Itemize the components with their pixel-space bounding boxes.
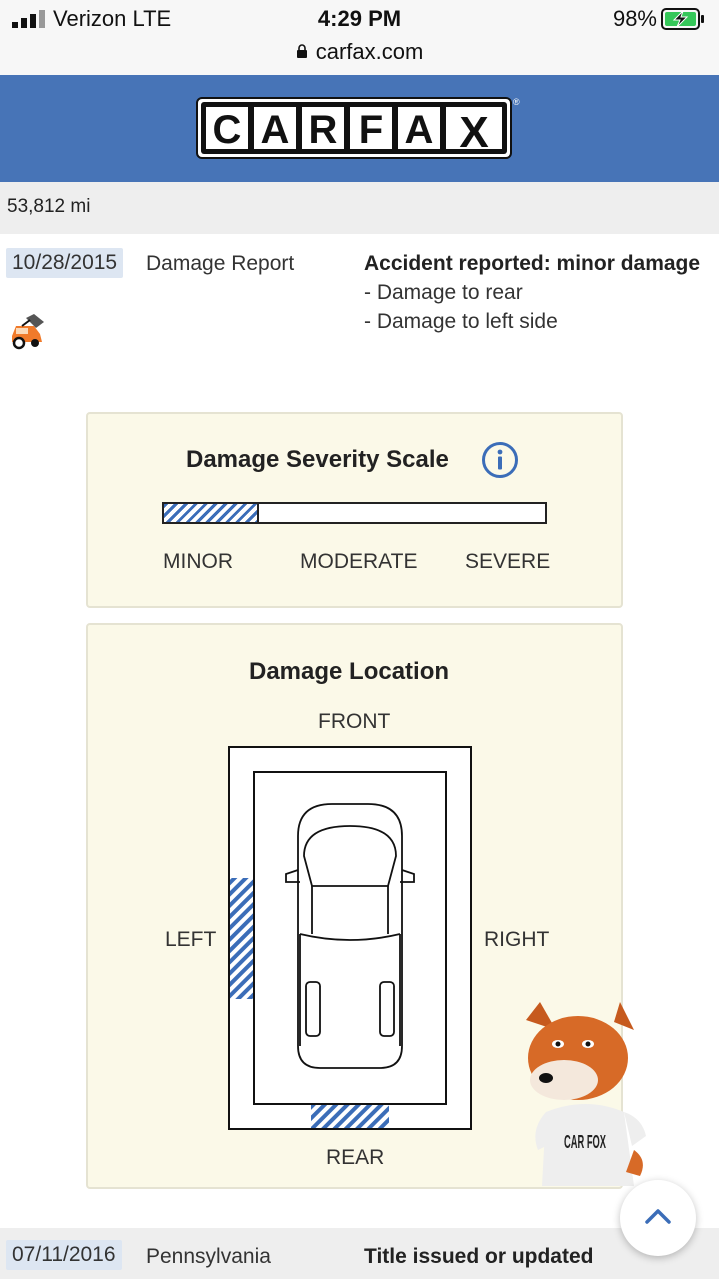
scroll-to-top-button[interactable] bbox=[620, 1180, 696, 1256]
next-record-type: Pennsylvania bbox=[146, 1245, 271, 1268]
mileage-bar bbox=[0, 182, 719, 234]
record-date: 10/28/2015 bbox=[6, 248, 123, 278]
address-bar[interactable] bbox=[0, 39, 719, 65]
damage-location-diagram bbox=[228, 746, 472, 1132]
severity-title: Damage Severity Scale bbox=[186, 446, 449, 473]
damage-zone-left bbox=[230, 878, 253, 999]
next-record-title: Title issued or updated bbox=[364, 1245, 594, 1268]
location-label-left: LEFT bbox=[165, 928, 217, 951]
record-detail-left: - Damage to left side bbox=[364, 310, 558, 333]
location-label-front: FRONT bbox=[318, 710, 391, 733]
severity-bar bbox=[162, 502, 547, 524]
location-title: Damage Location bbox=[249, 658, 450, 685]
record-title: Accident reported: minor damage bbox=[364, 252, 701, 275]
svg-text:A: A bbox=[404, 108, 434, 152]
record-type: Damage Report bbox=[146, 252, 295, 275]
status-bar bbox=[0, 0, 719, 75]
info-icon[interactable] bbox=[481, 441, 519, 479]
damage-car-icon bbox=[8, 312, 48, 352]
svg-text:X: X bbox=[459, 108, 489, 157]
record-detail-rear: - Damage to rear bbox=[364, 281, 523, 304]
location-label-rear: REAR bbox=[326, 1146, 385, 1169]
registered-mark: ® bbox=[513, 97, 520, 107]
url-text: carfax.com bbox=[315, 39, 424, 64]
mileage-value: 53,812 mi bbox=[7, 196, 91, 217]
damage-zone-rear bbox=[311, 1105, 389, 1128]
severity-fill bbox=[164, 504, 259, 522]
chevron-up-icon bbox=[644, 1206, 672, 1226]
battery-percent: 98% bbox=[612, 6, 657, 31]
location-label-right: RIGHT bbox=[484, 928, 550, 951]
svg-text:F: F bbox=[358, 108, 384, 152]
svg-text:R: R bbox=[308, 108, 338, 152]
svg-text:A: A bbox=[260, 108, 290, 152]
lock-icon bbox=[296, 44, 308, 58]
battery-charging-icon bbox=[661, 8, 705, 30]
severity-label-minor: MINOR bbox=[163, 550, 233, 573]
mascot-shirt-text: CAR FOX bbox=[564, 1132, 606, 1152]
next-record-date: 07/11/2016 bbox=[6, 1240, 122, 1270]
carrier-label: Verizon LTE bbox=[53, 6, 172, 31]
carfox-mascot bbox=[516, 1000, 656, 1190]
clock: 4:29 PM bbox=[317, 6, 402, 31]
severity-label-severe: SEVERE bbox=[465, 550, 551, 573]
svg-text:C: C bbox=[212, 108, 242, 152]
carfax-logo[interactable] bbox=[196, 97, 512, 159]
severity-label-moderate: MODERATE bbox=[300, 550, 418, 573]
